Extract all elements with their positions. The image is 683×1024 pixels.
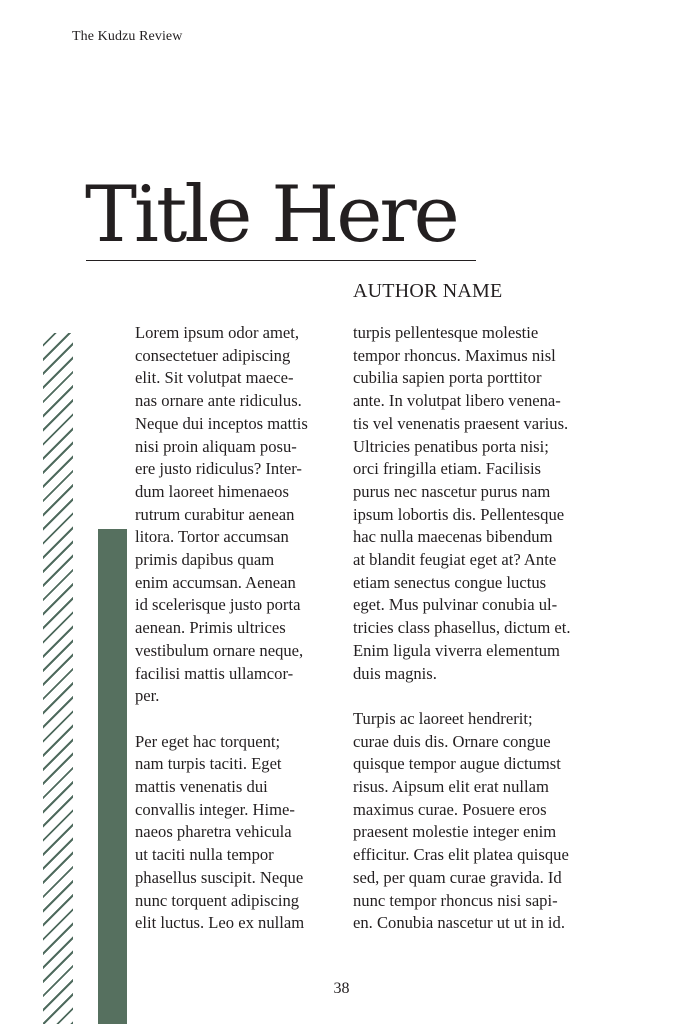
text-line: tricies class phasellus, dictum et. [353,618,571,638]
text-line: maximus curae. Posuere eros [353,799,547,819]
paragraph [135,731,308,935]
text-line: convallis integer. Hime- [135,799,295,819]
text-line: nas ornare ante ridiculus. [135,391,302,411]
text-line: nunc tempor rhoncus nisi sapi- [353,890,558,910]
text-line: facilisi mattis ullamcor- [135,663,294,683]
text-line: litora. Tortor accumsan [135,527,289,547]
text-line: aenean. Primis ultrices [135,618,286,638]
text-line: ere justo ridiculus? Inter- [135,459,302,479]
text-line: elit. Sit volutpat maece- [135,368,294,388]
text-line: nunc torquent adipiscing [135,890,300,910]
text-line: rutrum curabitur aenean [135,504,295,524]
text-line: primis dapibus quam [135,550,275,570]
text-line: Enim ligula viverra elementum [353,640,560,660]
text-line: cubilia sapien porta porttitor [353,368,542,388]
text-line: Turpis ac laoreet hendrerit; [353,708,533,728]
text-line: orci fringilla etiam. Facilisis [353,459,542,479]
text-line: Per eget hac torquent; [135,731,281,751]
text-line: Neque dui inceptos mattis [135,413,308,433]
text-line: turpis pellentesque molestie [353,323,539,342]
text-line: nisi proin aliquam posu- [135,436,297,456]
text-line: consectetuer adipiscing [135,345,291,365]
text-line: ante. In volutpat libero venena- [353,391,561,411]
text-column-left [135,322,308,935]
text-line: efficitur. Cras elit platea quisque [353,845,569,865]
text-line: per. [135,686,160,706]
diagonal-hatch-decoration [43,333,73,1024]
text-line: praesent molestie integer enim [353,822,557,842]
text-line: elit luctus. Leo ex nullam [135,913,305,933]
text-line: dum laoreet himenaeos [135,481,289,501]
title-underline-rule [86,260,476,261]
text-line: enim accumsan. Aenean [135,572,296,592]
text-line: quisque tempor augue dictumst [353,754,561,774]
text-line: at blandit feugiat eget at? Ante [353,550,557,570]
text-line: mattis venenatis dui [135,777,268,797]
text-line: phasellus suscipit. Neque [135,867,304,887]
green-accent-bar [98,529,127,1024]
paragraph [353,708,571,935]
text-line: en. Conubia nascetur ut ut in id. [353,913,565,933]
text-line: purus nec nascetur purus nam [353,481,551,501]
paragraph [353,322,571,685]
page-number: 38 [333,980,350,997]
paragraph [135,322,308,708]
text-line: etiam senectus congue luctus [353,572,547,592]
text-line: risus. Aipsum elit erat nullam [353,777,549,797]
author-name: AUTHOR NAME [353,280,503,302]
text-line: Lorem ipsum odor amet, [135,323,300,342]
article-title: Title Here [85,170,457,260]
text-line: ipsum lobortis dis. Pellentesque [353,504,565,524]
text-line: sed, per quam curae gravida. Id [353,867,562,887]
text-line: id scelerisque justo porta [135,595,301,615]
text-column-right [353,322,571,935]
text-line: ut taciti nulla tempor [135,845,274,865]
text-line: duis magnis. [353,663,437,683]
text-line: tempor rhoncus. Maximus nisl [353,345,556,365]
text-line: Ultricies penatibus porta nisi; [353,436,549,456]
text-line: vestibulum ornare neque, [135,640,304,660]
running-head: The Kudzu Review [72,29,183,44]
text-line: hac nulla maecenas bibendum [353,527,553,547]
text-line: naeos pharetra vehicula [135,822,292,842]
text-line: nam turpis taciti. Eget [135,754,282,774]
text-line: tis vel venenatis praesent varius. [353,413,569,433]
text-line: eget. Mus pulvinar conubia ul- [353,595,558,615]
text-line: curae duis dis. Ornare congue [353,731,551,751]
